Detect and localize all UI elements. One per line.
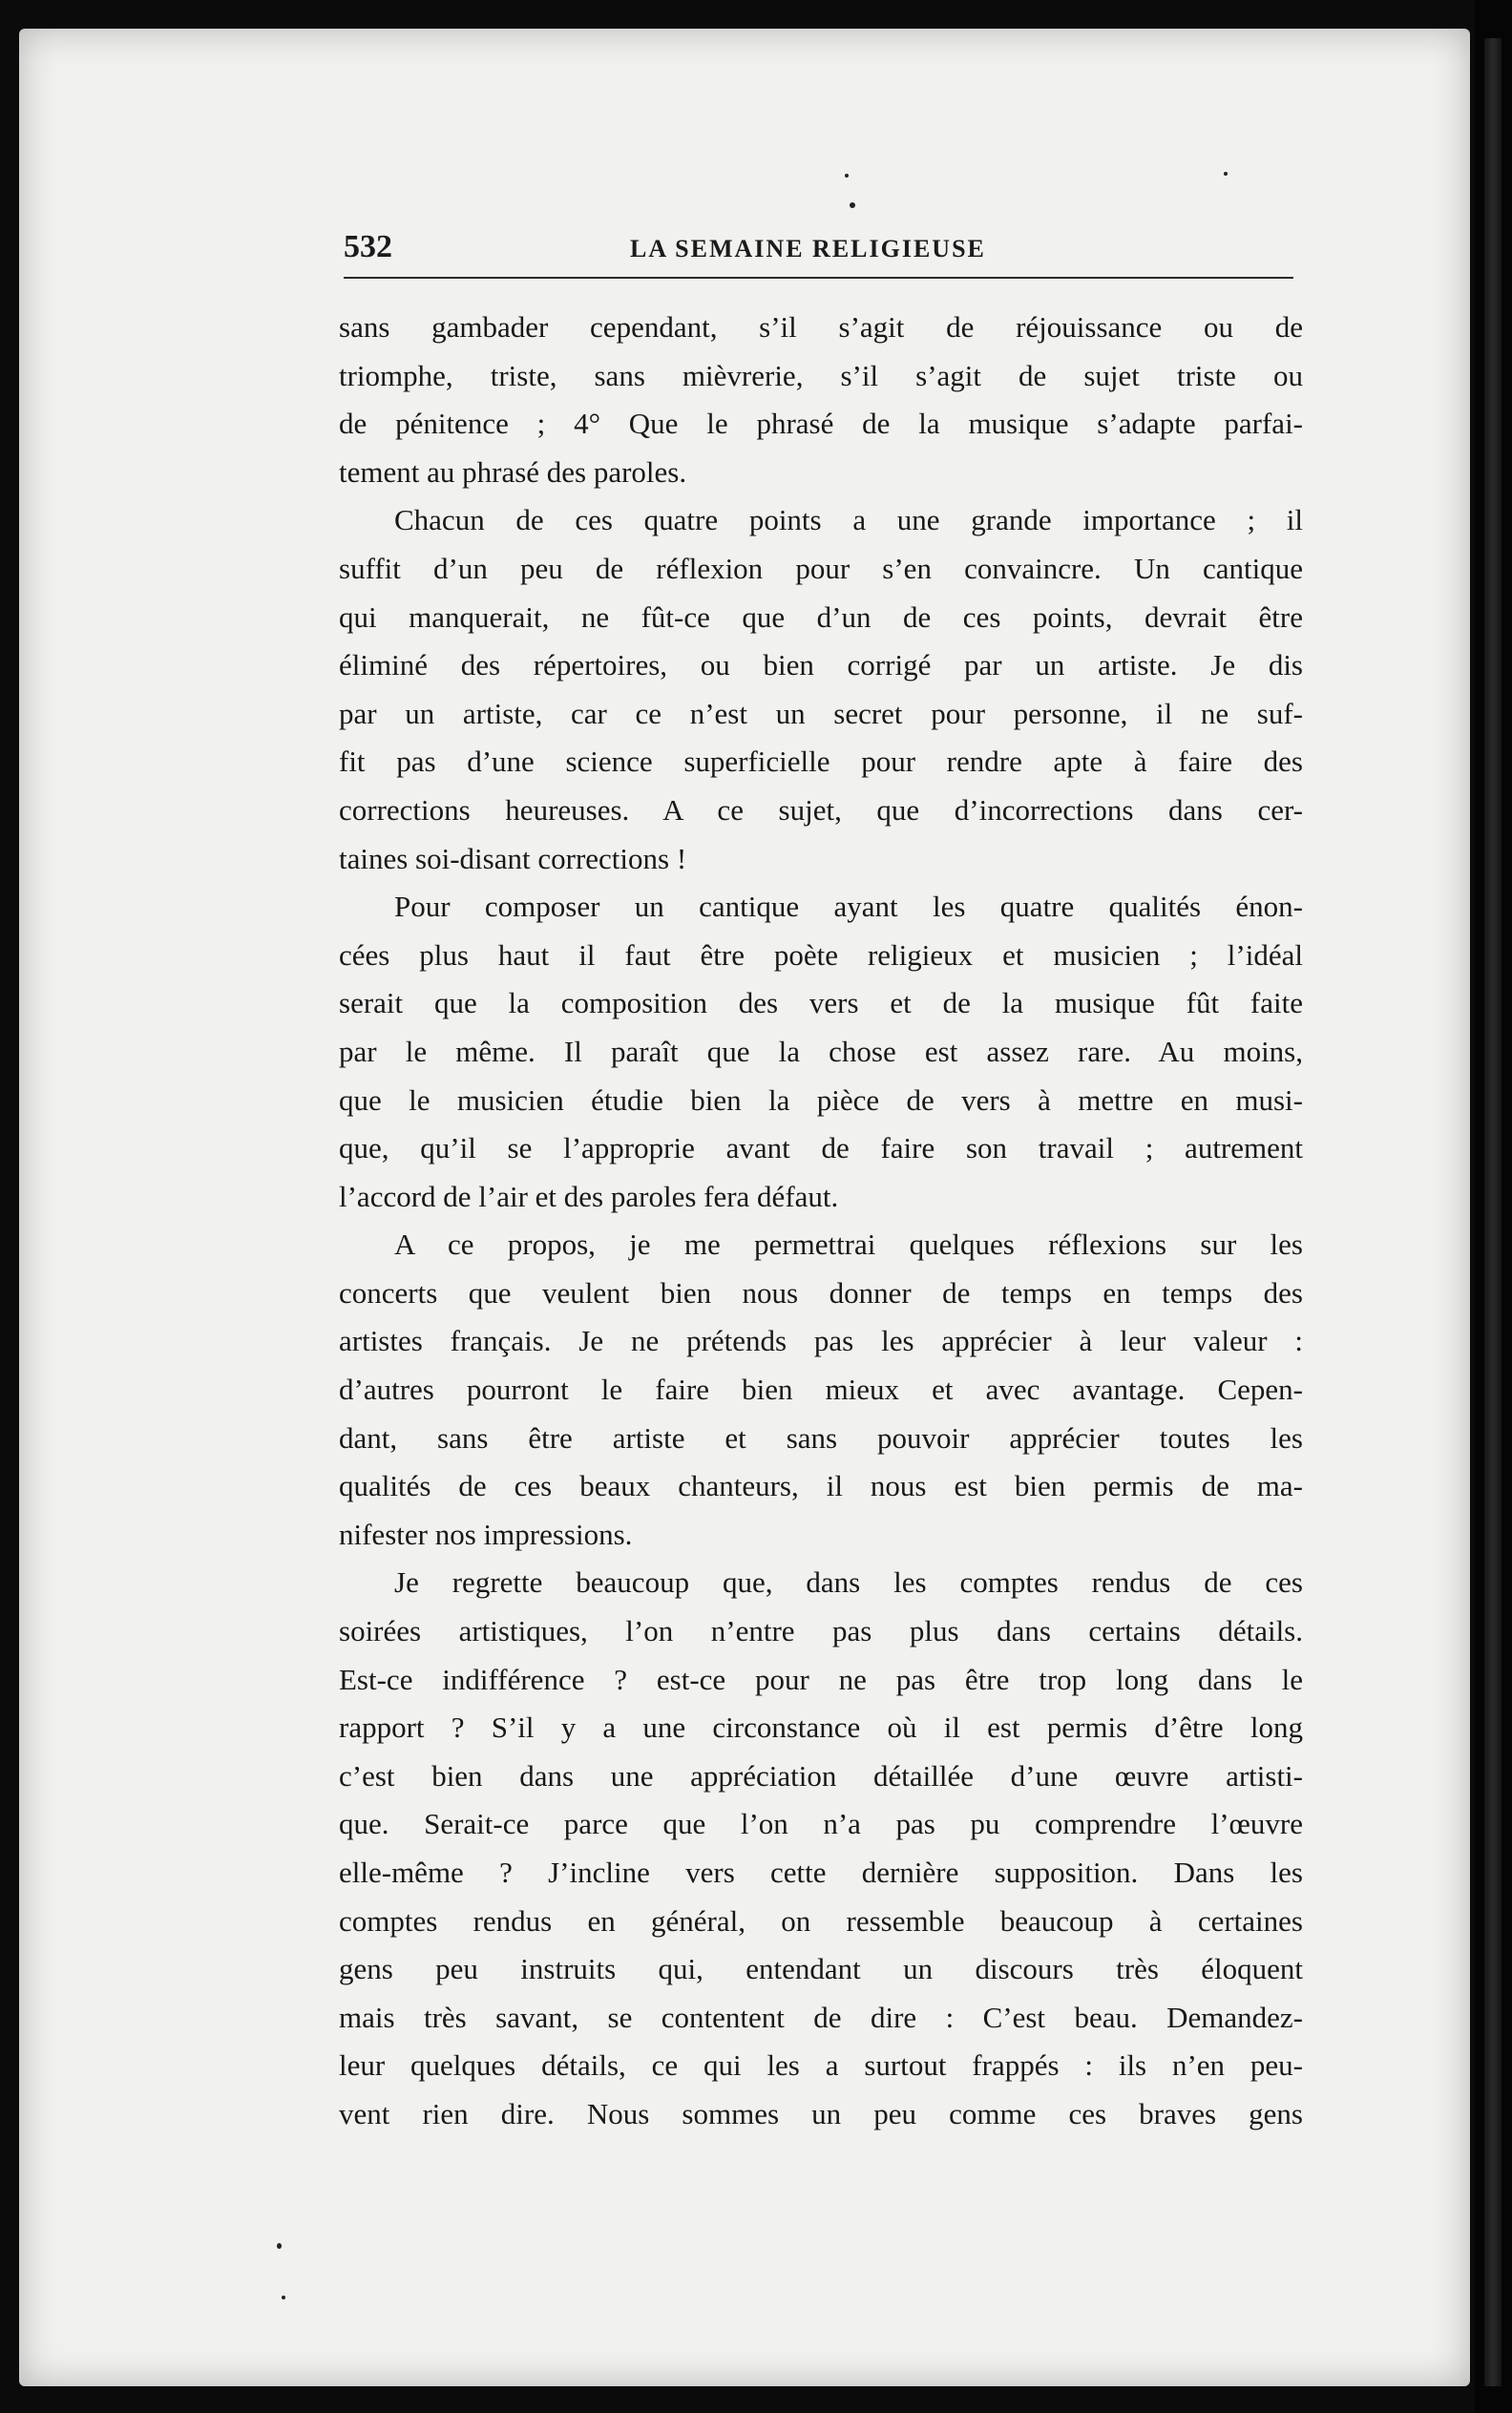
text-line: nifester nos impressions. <box>339 1517 633 1551</box>
text-line: soirées artistiques, l’on n’entre pas plus dans certains détails. <box>339 1614 1303 1648</box>
text-line: que. Serait-ce parce que l’on n’a pas pu comprendre l’œuvre <box>339 1807 1303 1841</box>
running-title: LA SEMAINE RELIGIEUSE <box>630 235 986 262</box>
text-line: suffit d’un peu de réflexion pour s’en convaincre. Un cantique <box>339 551 1303 585</box>
text-line: éliminé des répertoires, ou bien corrigé par un artiste. Je dis <box>339 648 1303 682</box>
text-line: vent rien dire. Nous sommes un peu comme ces braves gens <box>339 2096 1303 2130</box>
text-line: elle-même ? J’incline vers cette dernière supposition. Dans les <box>339 1856 1303 1889</box>
text-line: c’est bien dans une appréciation détaillée d’une œuvre artisti- <box>339 1758 1303 1793</box>
text-line: Chacun de ces quatre points a une grande importance ; il <box>394 503 1303 537</box>
text-line: mais très savant, se contentent de dire : C’est beau. Demandez- <box>339 2000 1303 2034</box>
text-line: de pénitence ; 4° Que le phrasé de la musique s’adapte parfai- <box>339 407 1303 441</box>
text-line: fit pas d’une science superficielle pour rendre apte à faire des <box>339 745 1303 779</box>
text-line: artistes français. Je ne prétends pas les apprécier à leur valeur : <box>339 1324 1303 1358</box>
dust-speck <box>845 174 849 178</box>
dust-speck <box>850 202 855 208</box>
text-line: rapport ? S’il y a une circonstance où il est permis d’être long <box>339 1710 1303 1745</box>
page-number: 532 <box>344 229 392 264</box>
text-line: concerts que veulent bien nous donner de temps en temps des <box>339 1275 1303 1310</box>
text-line: gens peu instruits qui, entendant un discours très éloquent <box>339 1952 1303 1986</box>
text-line: Je regrette beaucoup que, dans les comptes rendus de ces <box>394 1565 1303 1600</box>
text-line: cées plus haut il faut être poète religieux et musicien ; l’idéal <box>339 937 1303 972</box>
dust-speck <box>282 2296 285 2299</box>
text-line: par un artiste, car ce n’est un secret pour personne, il ne suf- <box>339 696 1303 730</box>
text-line: leur quelques détails, ce qui les a surtout frappés : ils n’en peu- <box>339 2048 1303 2083</box>
body-text <box>339 304 1303 2139</box>
text-line: triomphe, triste, sans mièvrerie, s’il s’agit de sujet triste ou <box>339 358 1303 392</box>
binding-gutter <box>1484 38 1502 2386</box>
text-line: que, qu’il se l’approprie avant de faire son travail ; autrement <box>339 1131 1303 1165</box>
text-line: qui manquerait, ne fût-ce que d’un de ces points, devrait être <box>339 599 1303 634</box>
text-line: d’autres pourront le faire bien mieux et avec avantage. Cepen- <box>339 1373 1303 1407</box>
text-line: A ce propos, je me permettrai quelques réflexions sur les <box>394 1227 1303 1262</box>
dust-speck <box>1224 172 1228 176</box>
text-line: par le même. Il paraît que la chose est assez rare. Au moins, <box>339 1034 1303 1068</box>
text-line: Est-ce indifférence ? est-ce pour ne pas être trop long dans le <box>339 1662 1303 1696</box>
text-line: dant, sans être artiste et sans pouvoir apprécier toutes les <box>339 1420 1303 1455</box>
text-line: comptes rendus en général, on ressemble beaucoup à certaines <box>339 1903 1303 1938</box>
text-line: l’accord de l’air et des paroles fera défaut. <box>339 1179 839 1213</box>
page-header <box>344 229 1298 277</box>
text-line: Pour composer un cantique ayant les quatre qualités énon- <box>394 890 1303 924</box>
text-line: tement au phrasé des paroles. <box>339 454 687 489</box>
text-line: taines soi-disant corrections ! <box>339 841 687 875</box>
text-line: corrections heureuses. A ce sujet, que d’incorrections dans cer- <box>339 792 1303 827</box>
text-line: qualités de ces beaux chanteurs, il nous est bien permis de ma- <box>339 1469 1303 1503</box>
text-line: sans gambader cependant, s’il s’agit de réjouissance ou de <box>339 310 1303 344</box>
text-line: serait que la composition des vers et de la musique fût faite <box>339 986 1303 1020</box>
text-line: que le musicien étudie bien la pièce de vers à mettre en musi- <box>339 1082 1303 1117</box>
header-rule <box>344 277 1293 279</box>
dust-speck <box>277 2243 282 2249</box>
